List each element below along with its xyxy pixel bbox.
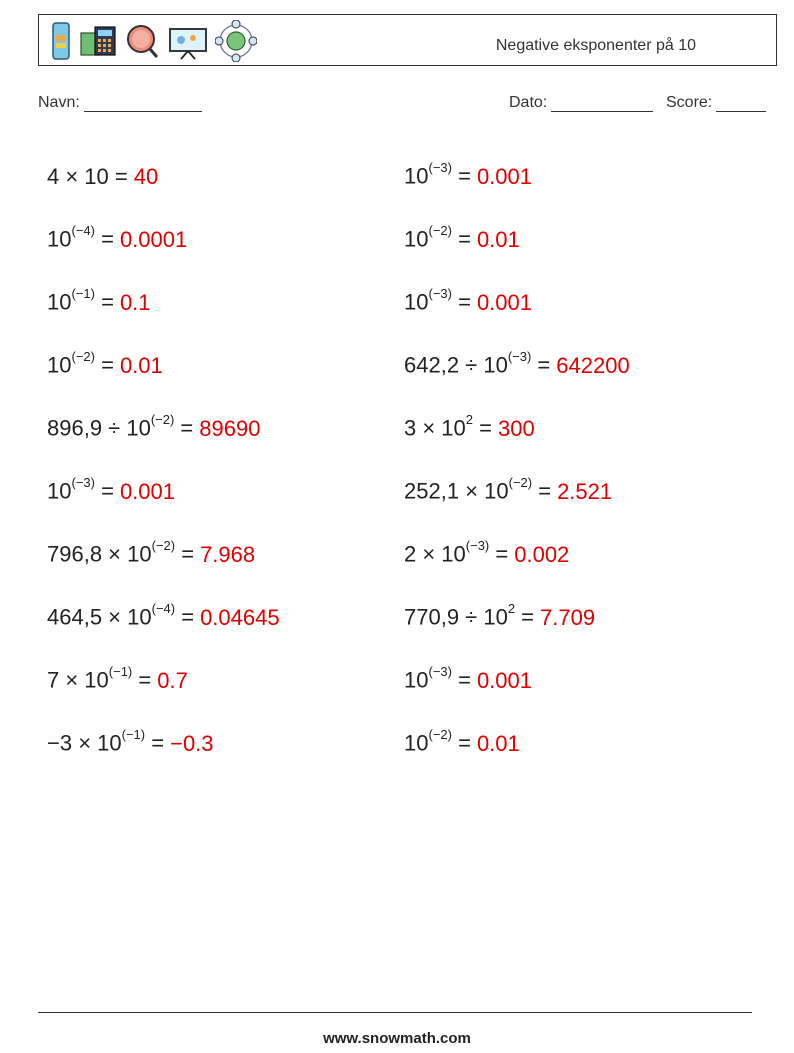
exponent: (−2): [150, 412, 175, 428]
problem-answer: 0.1: [119, 289, 151, 315]
problems-column-right: [404, 145, 630, 775]
problem-expression: $3 \times 10^2$ =: [404, 412, 492, 441]
network-icon: [215, 20, 257, 62]
exponent: 2: [465, 412, 474, 428]
presentation-icon: [167, 21, 209, 61]
exponent: (−2): [428, 727, 452, 743]
problem-expression: $10^{(-3)}$ =: [404, 160, 471, 189]
problem-answer: 0.001: [476, 667, 532, 693]
problem-expression: $642,2 \div 10^{(-3)}$ =: [404, 349, 551, 378]
magnifier-icon: [125, 21, 161, 61]
problems-column-left: [47, 145, 280, 775]
exponent: (−2): [151, 538, 176, 554]
problem-answer: 0.7: [157, 667, 188, 693]
problem-answer: 7.709: [540, 604, 596, 630]
problem-answer: 0.04645: [200, 604, 280, 630]
problem-answer: 0.01: [119, 352, 163, 378]
problem-row: [404, 649, 630, 712]
problem-expression: $-3 \times 10^{(-1)}$ =: [47, 727, 165, 756]
exponent: (−1): [71, 286, 95, 302]
problem-expression: $464,5 \times 10^{(-4)}$ =: [47, 601, 195, 630]
score-line[interactable]: [716, 95, 766, 112]
exponent: (−1): [121, 727, 146, 743]
problem-expression: $10^{(-2)}$ =: [404, 223, 471, 252]
problem-row: [404, 271, 630, 334]
exponent: (−2): [428, 223, 452, 239]
problem-answer: 0.001: [476, 163, 532, 189]
problem-expression: $796,8 \times 10^{(-2)}$ =: [47, 538, 195, 567]
exponent: (−3): [71, 475, 95, 491]
exponent: (−3): [428, 286, 452, 302]
problem-row: [47, 334, 280, 397]
exponent: (−3): [465, 538, 490, 554]
exponent: (−2): [71, 349, 95, 365]
problem-row: [47, 712, 280, 775]
problem-answer: 0.001: [476, 289, 532, 315]
problem-answer: 0.002: [514, 541, 570, 567]
problem-expression: $252,1 \times 10^{(-2)}$ =: [404, 475, 552, 504]
problem-row: [47, 397, 280, 460]
score-label: Score:: [666, 94, 713, 111]
problem-row: [47, 649, 280, 712]
problem-answer: 0.01: [476, 226, 520, 252]
problem-row: [47, 271, 280, 334]
problem-expression: $770,9 \div 10^2$ =: [404, 601, 535, 630]
problem-row: [404, 586, 630, 649]
problem-expression: $10^{(-3)}$ =: [47, 475, 114, 504]
problem-expression: $10^{(-1)}$ =: [47, 286, 114, 315]
date-line[interactable]: [551, 95, 653, 112]
problem-expression: 4 × 10 =: [47, 163, 128, 189]
problem-answer: −0.3: [170, 730, 214, 756]
phone-icon: [49, 21, 73, 61]
exponent: (−1): [108, 664, 133, 680]
calculator-icon: [79, 21, 119, 61]
problem-row: [404, 397, 630, 460]
problem-answer: 642200: [556, 352, 630, 378]
exponent: 2: [507, 601, 516, 617]
exponent: (−2): [508, 475, 533, 491]
problem-row: [47, 208, 280, 271]
problem-answer: 0.001: [119, 478, 175, 504]
problem-expression: $10^{(-2)}$ =: [47, 349, 114, 378]
problem-answer: 2.521: [557, 478, 613, 504]
problem-answer: 7.968: [200, 541, 256, 567]
exponent: (−3): [428, 664, 452, 680]
problem-row: [47, 586, 280, 649]
problem-answer: 89690: [199, 415, 261, 441]
date-field[interactable]: [509, 94, 653, 112]
score-field[interactable]: [666, 94, 766, 112]
problem-row: [404, 208, 630, 271]
problem-row: [404, 460, 630, 523]
problem-answer: 40: [133, 163, 159, 189]
exponent: (−3): [507, 349, 532, 365]
problem-row: [404, 145, 630, 208]
problem-answer: 300: [497, 415, 535, 441]
exponent: (−4): [71, 223, 95, 239]
exponent: (−3): [428, 160, 452, 176]
exponent: (−4): [151, 601, 176, 617]
name-label: Navn:: [38, 94, 80, 111]
problem-row: [47, 523, 280, 586]
problem-expression: $7 \times 10^{(-1)}$ =: [47, 664, 152, 693]
problem-row: [47, 460, 280, 523]
date-label: Dato:: [509, 94, 548, 111]
problem-expression: $2 \times 10^{(-3)}$ =: [404, 538, 509, 567]
name-field[interactable]: [38, 94, 202, 112]
worksheet-title: Negative eksponenter på 10: [495, 37, 696, 54]
problem-expression: $10^{(-2)}$ =: [404, 727, 471, 756]
header-icons: [49, 21, 257, 61]
problem-answer: 0.01: [476, 730, 520, 756]
problem-row: [47, 145, 280, 208]
problem-expression: $896,9 \div 10^{(-2)}$ =: [47, 412, 194, 441]
problem-row: [404, 523, 630, 586]
name-line[interactable]: [84, 95, 202, 112]
problem-expression: $10^{(-3)}$ =: [404, 664, 471, 693]
problem-answer: 0.0001: [119, 226, 188, 252]
problem-row: [404, 712, 630, 775]
footer-url: www.snowmath.com: [323, 1030, 471, 1047]
problem-expression: $10^{(-4)}$ =: [47, 223, 114, 252]
footer-divider: [38, 1012, 752, 1013]
problem-row: [404, 334, 630, 397]
problem-expression: $10^{(-3)}$ =: [404, 286, 471, 315]
header-box: [38, 14, 777, 66]
